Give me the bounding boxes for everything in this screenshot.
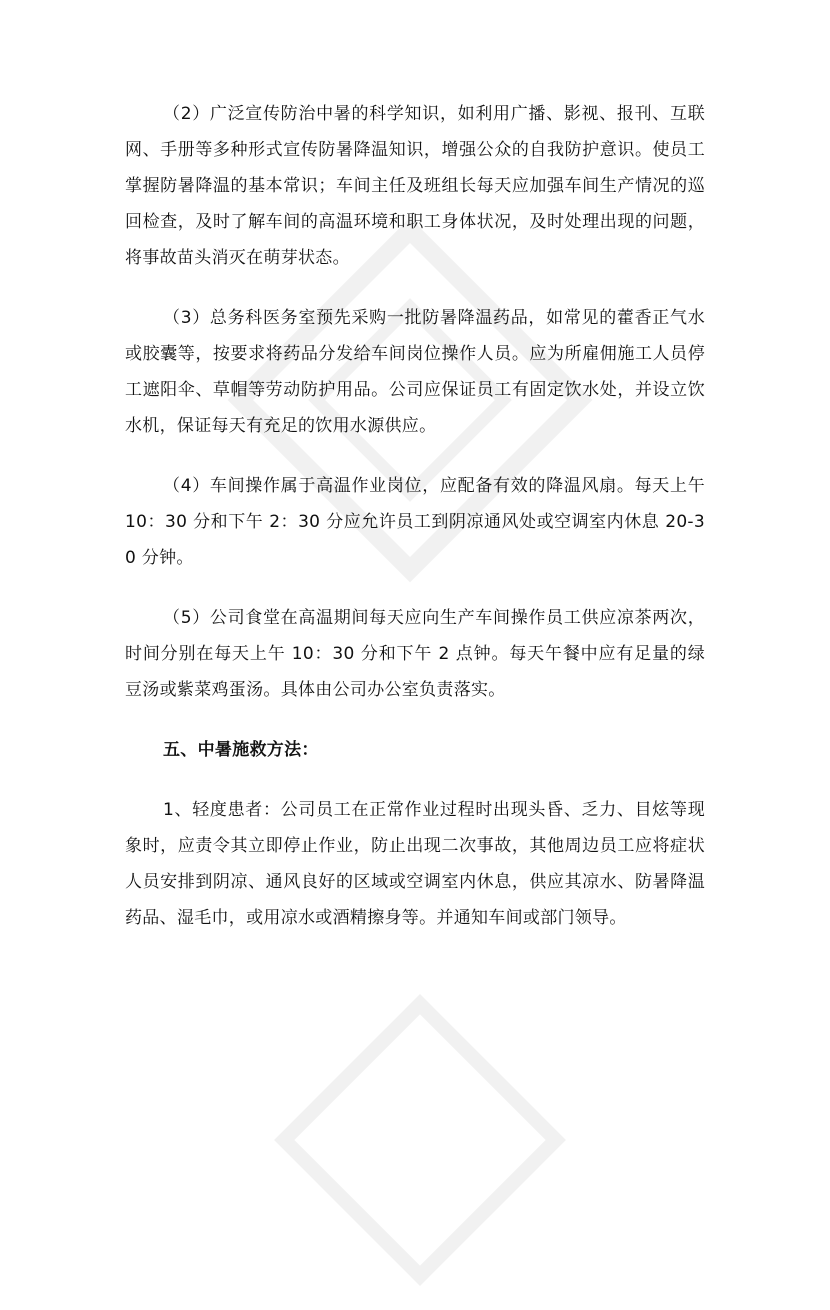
paragraph-5: （5）公司食堂在高温期间每天应向生产车间操作员工供应凉茶两次，时间分别在每天上午 10：30 分和下午 2 点钟。每天午餐中应有足量的绿豆汤或紫菜鸡蛋汤。具体由公司办公室负责落实。 [125, 608, 705, 700]
paragraph-4: （4）车间操作属于高温作业岗位，应配备有效的降温风扇。每天上午 10：30 分和下午 2：30 分应允许员工到阴凉通风处或空调室内休息 20-30 分钟。 [125, 476, 705, 568]
paragraph-2: （2）广泛宣传防治中暑的科学知识，如利用广播、影视、报刊、互联网、手册等多种形式宣传防暑降温知识，增强公众的自我防护意识。使员工掌握防暑降温的基本常识；车间主任及班组长每天应加强车间生产情况的巡回检查，及时了解车间的高温环境和职工身体状况，及时处理出现的问题，将事故苗头消灭在萌芽状态。 [125, 104, 705, 268]
section-item-1: 1、轻度患者：公司员工在正常作业过程时出现头昏、乏力、目炫等现象时，应责令其立即停止作业，防止出现二次事故，其他周边员工应将症状人员安排到阴凉、通风良好的区域或空调室内休息，供应其凉水、防暑降温药品、湿毛巾，或用凉水或酒精擦身等。并通知车间或部门领导。 [125, 800, 705, 928]
paragraph-3: （3）总务科医务室预先采购一批防暑降温药品，如常见的藿香正气水或胶囊等，按要求将药品分发给车间岗位操作人员。应为所雇佣施工人员停工遮阳伞、草帽等劳动防护用品。公司应保证员工有固定饮水处，并设立饮水机，保证每天有充足的饮用水源供应。 [125, 308, 705, 436]
document-body [125, 96, 705, 960]
section-heading: 五、中暑施救方法： [163, 740, 319, 760]
watermark-icon [250, 970, 589, 1309]
